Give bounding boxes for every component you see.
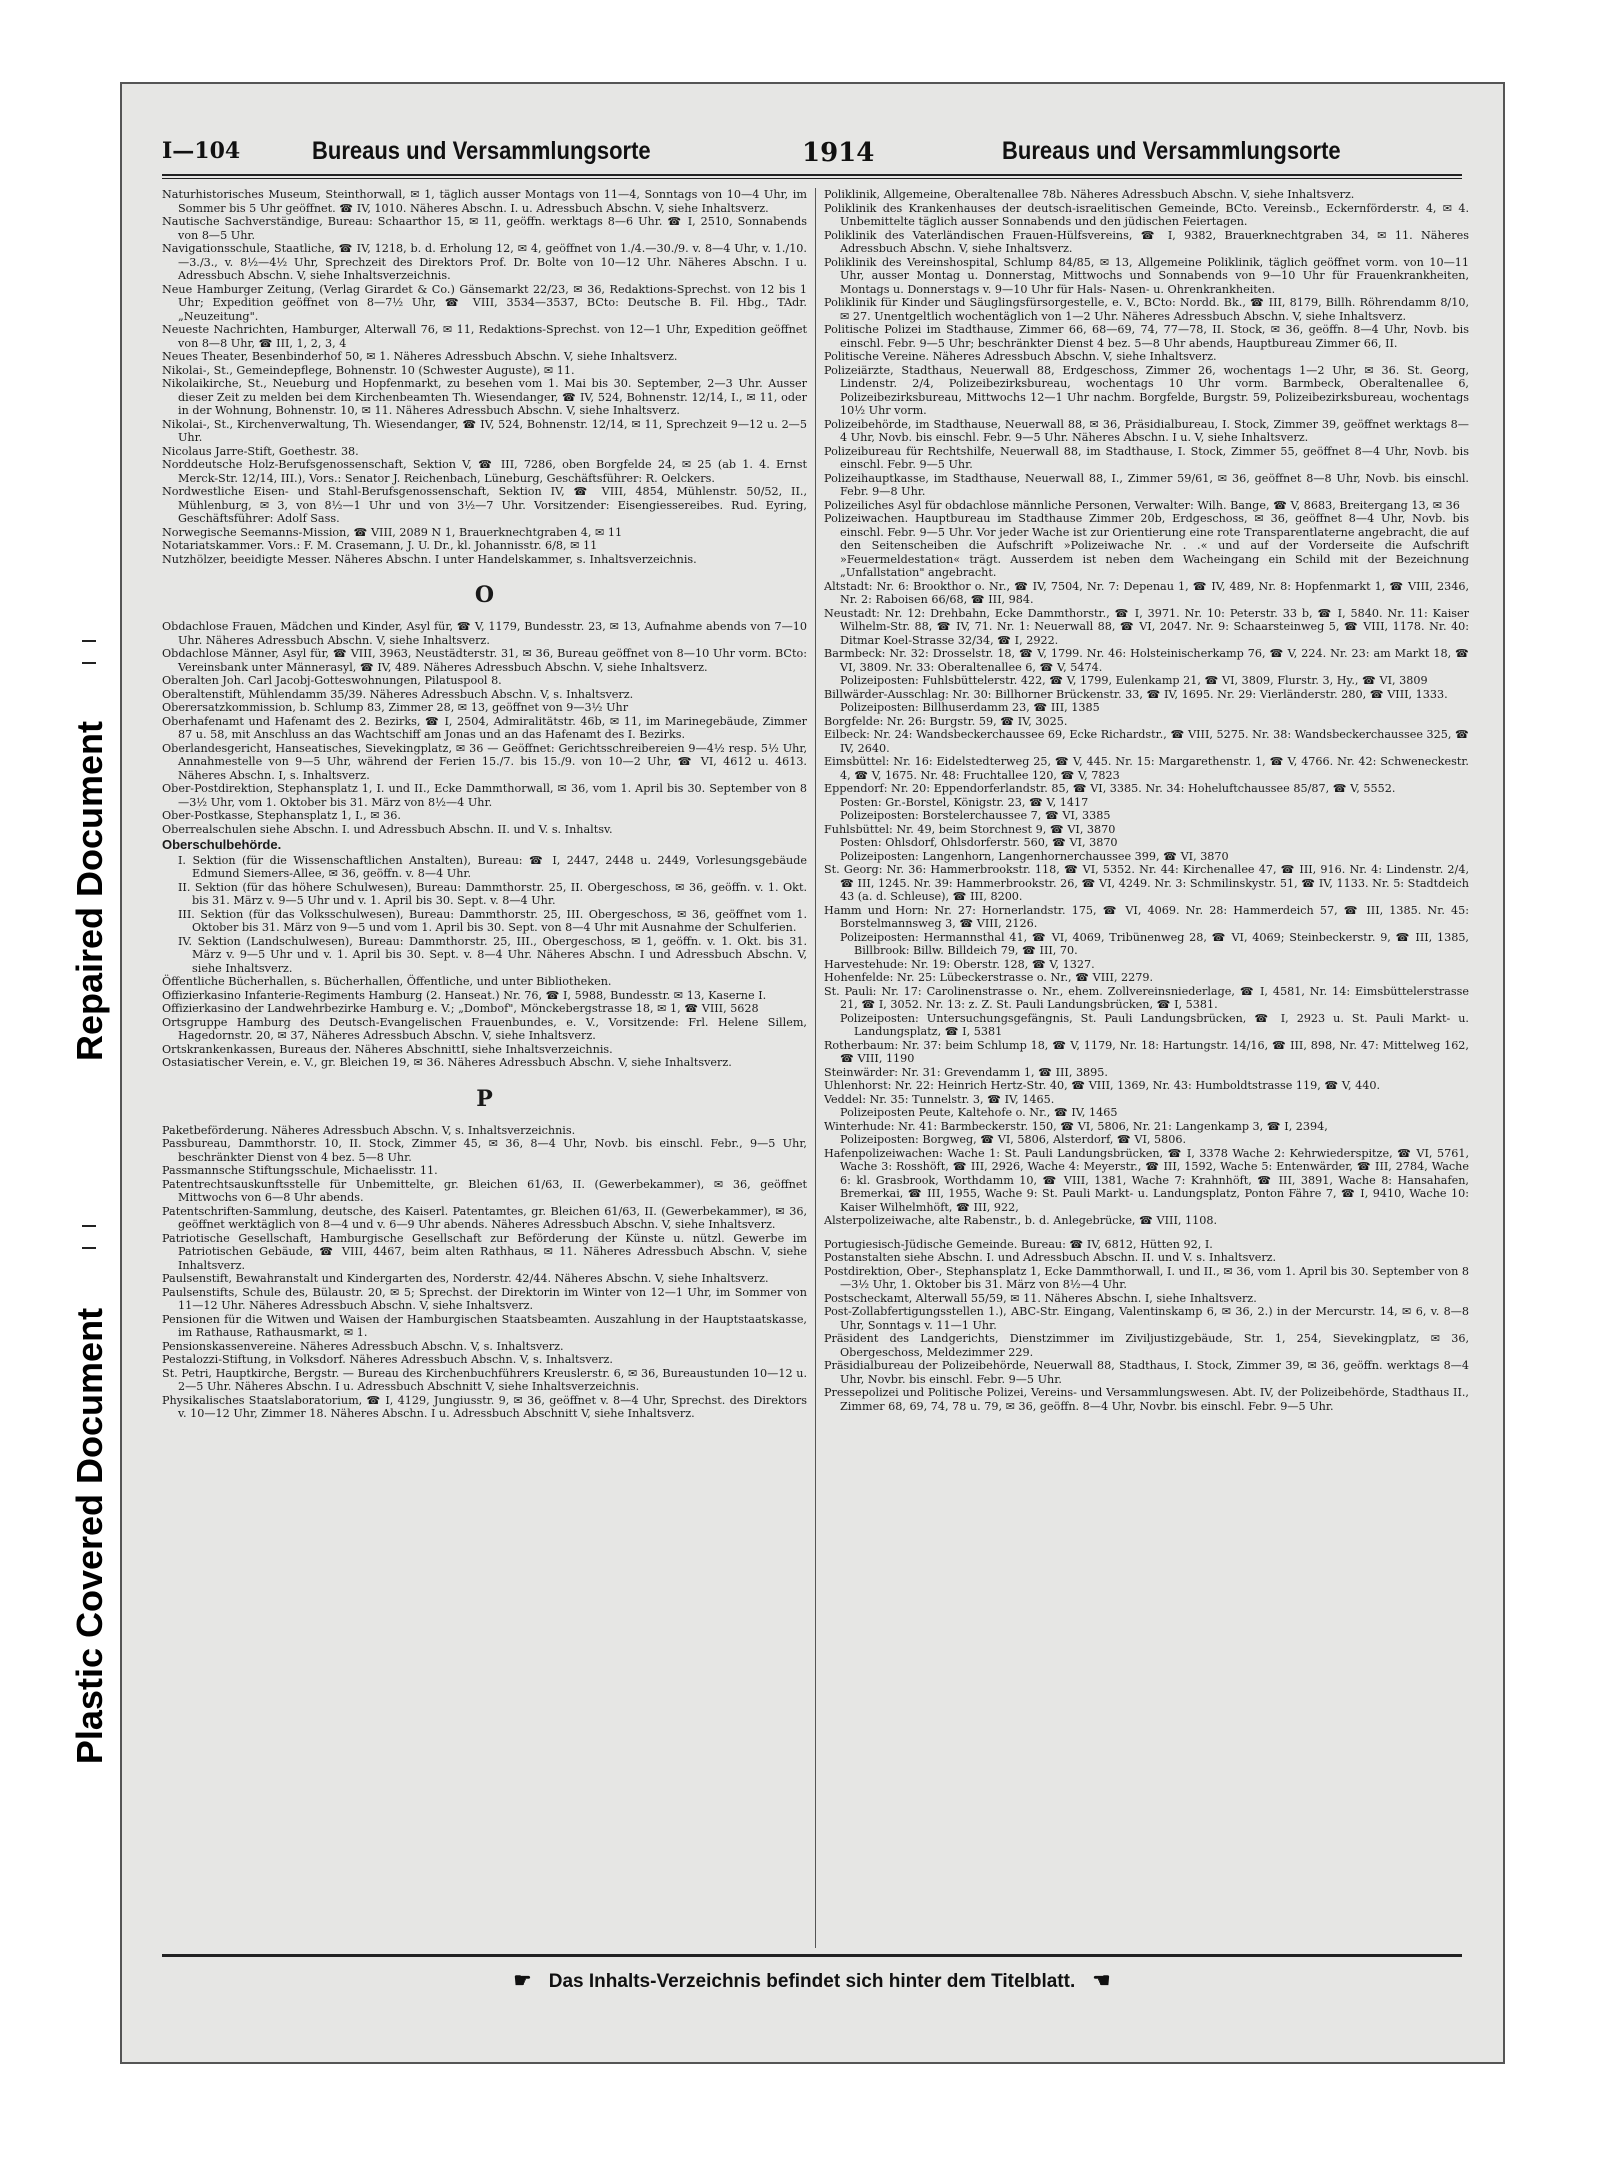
- scanned-page: [120, 82, 1505, 2064]
- directory-entry: Polizeiwachen. Hauptbureau im Stadthause Zimmer 20b, Erdgeschoss, ✉ 36, geöffnet 8—4 Uhr, Novb. bis einschl. Febr. 9—5 Uhr. Vor jeder Wache ist zur Orientierung eine rote Transparentlaterne angebracht, die auf den Seitenscheiben die Aufschrift »Polizeiwache Nr. . .« und auf der Vorderseite die Aufschrift »Feuermeldestation« trägt. Ausserdem ist neben dem Wacheingang ein Schild mit der Bezeichnung „Unfallstation" angebracht.: [824, 512, 1469, 579]
- directory-entry: Offizierkasino der Landwehrbezirke Hamburg e. V.; „Dombof", Mönckebergstrasse 18, ✉ 1, ☎ VIII, 5628: [162, 1002, 759, 1015]
- directory-entry: Poliklinik des Vaterländischen Frauen-Hülfsvereins, ☎ I, 9382, Brauerknechtgraben 34, ✉ 11. Näheres Adressbuch Abschn. V, siehe Inhaltsverz.: [824, 228, 1469, 255]
- directory-entry: Norddeutsche Holz-Berufsgenossenschaft, Sektion V, ☎ III, 7286, oben Borgfelde 24, ✉ 25 (ab 1. 4. Ernst Merck-Str. 12/14, III.), Vors.: Senator J. Reichenbach, Lüneburg, Geschäftsführer: R. Oelckers.: [162, 458, 807, 485]
- directory-entry: Neueste Nachrichten, Hamburger, Alterwall 76, ✉ 11, Redaktions-Sprechst. von 12—1 Uhr, Expedition geöffnet von 8—8 Uhr, ☎ III, 1, 2, 3, 4: [162, 323, 807, 350]
- directory-subentry: II. Sektion (für das höhere Schulwesen), Bureau: Dammthorstr. 25, II. Obergeschoss, ✉ 36, geöffn. v. 1. Okt. bis 31. März v. 9—5 Uhr und v. 1. April bis 30. Sept. v. 8—4 Uhr.: [178, 880, 807, 907]
- directory-entry: Offizierkasino Infanterie-Regiments Hamburg (2. Hanseat.) Nr. 76, ☎ I, 5988, Bundesstr. ✉ 13, Kaserne I.: [162, 988, 767, 1002]
- directory-subentry: Polizeiposten: Fuhlsbüttelerstr. 422, ☎ V, 1799, Eulenkamp 21, ☎ VI, 3809, Flurstr. 3, Hy., ☎ VI, 3809: [840, 674, 1428, 687]
- header-rule: [162, 174, 1462, 176]
- directory-entry: Ortsgruppe Hamburg des Deutsch-Evangelischen Frauenbundes, e. V., Vorsitzende: Frl. Helene Sillem, Hagedornstr. 20, ✉ 37, Näheres Adressbuch Abschn. V, siehe Inhaltsverz.: [162, 1015, 807, 1042]
- directory-entry: Post-Zollabfertigungsstellen 1.), ABC-Str. Eingang, Valentinskamp 6, ✉ 36, 2.) in der Mercurstr. 14, ✉ 6, v. 8—8 Uhr, Sonntags v. 11—1 Uhr.: [824, 1305, 1469, 1332]
- header-rule: [162, 178, 1462, 179]
- directory-entry: Oberhafenamt und Hafenamt des 2. Bezirks, ☎ I, 2504, Admiralitätstr. 46b, ✉ 11, im Marinegebäude, Zimmer 87 u. 58, mit Anschluss an das Wachtschiff am Jonas und an das Hafenamt des I. Bezirks.: [162, 714, 807, 741]
- directory-entry: Passbureau, Dammthorstr. 10, II. Stock, Zimmer 45, ✉ 36, 8—4 Uhr, Novb. bis einschl. Febr., 9—5 Uhr, beschränkter Dienst von 4 bez. 5—8 Uhr.: [162, 1137, 807, 1164]
- directory-entry: Obdachlose Frauen, Mädchen und Kinder, Asyl für, ☎ V, 1179, Bundesstr. 23, ✉ 13, Aufnahme abends von 7—10 Uhr. Näheres Adressbuch Abschn. V, siehe Inhaltsverz.: [162, 620, 807, 647]
- directory-subentry: Polizeiposten: Hermannsthal 41, ☎ VI, 4069, Tribünenweg 28, ☎ VI, 4069; Steinbeckerstr. 9, ☎ III, 1385, Billbrook: Billw. Billdeich 79, ☎ III, 70.: [840, 930, 1469, 957]
- page-header: [162, 132, 1462, 176]
- page-number: I—104: [162, 138, 241, 164]
- directory-entry: Oberaltenstift, Mühlendamm 35/39. Näheres Adressbuch Abschn. V, s. Inhaltsverz.: [162, 687, 634, 701]
- directory-entry: Oberlandesgericht, Hanseatisches, Sievekingplatz, ✉ 36 — Geöffnet: Gerichtsschreibereien 9—4½ resp. 5½ Uhr, Annahmestelle von 9—5 Uhr, während der Ferien 15./7. bis 15./9. von 10—2 Uhr, ☎ VI, 4612 u. 4613. Näheres Abschn. I, s. Inhaltsverz.: [162, 741, 807, 782]
- directory-entry: Nicolaus Jarre-Stift, Goethestr. 38.: [162, 444, 359, 458]
- directory-entry: Ostasiatischer Verein, e. V., gr. Bleichen 19, ✉ 36. Näheres Adressbuch Abschn. V, siehe Inhaltsverz.: [162, 1056, 732, 1069]
- directory-entry: Navigationsschule, Staatliche, ☎ IV, 1218, b. d. Erholung 12, ✉ 4, geöffnet von 1./4.—30./9. v. 8—4 Uhr, v. 1./10.—3./3., v. 8½—4½ Uhr, Sprechzeit des Direktors Prof. Dr. Bolte von 10—12 Uhr. Näheres Abschn. I u. Adressbuch Abschn. V, siehe Inhaltsverzeichnis.: [162, 242, 807, 282]
- directory-entry: Polizeibehörde, im Stadthause, Neuerwall 88, ✉ 36, Präsidialbureau, I. Stock, Zimmer 39, geöffnet werktags 8—4 Uhr, Novb. bis einschl. Febr. 9—5 Uhr. Näheres Abschn. I u. V, siehe Inhaltsverz.: [824, 417, 1469, 444]
- footer-note: [162, 1968, 1462, 1993]
- directory-entry: Präsidialbureau der Polizeibehörde, Neuerwall 88, Stadthaus, I. Stock, Zimmer 39, ✉ 36, geöffn. werktags 8—4 Uhr, Novbr. bis einschl. Febr. 9—5 Uhr.: [824, 1359, 1469, 1386]
- right-column: [824, 188, 1469, 1943]
- left-column: [162, 188, 807, 1943]
- directory-entry: Patentschriften-Sammlung, deutsche, des Kaiserl. Patentamtes, gr. Bleichen 61/63, II. (Gewerbekammer), ✉ 36, geöffnet werktäglich von 8—4 und v. 6—9 Uhr abends. Näheres Adressbuch Abschn. V, siehe Inhaltsverz.: [162, 1204, 807, 1231]
- directory-entry: Rotherbaum: Nr. 37: beim Schlump 18, ☎ V, 1179, Nr. 18: Hartungstr. 14/16, ☎ III, 898, Nr. 47: Mittelweg 162, ☎ VIII, 1190: [824, 1038, 1469, 1065]
- directory-entry: Poliklinik, Allgemeine, Oberaltenallee 78b. Näheres Adressbuch Abschn. V, siehe Inhaltsverz.: [824, 188, 1355, 201]
- directory-entry: St. Georg: Nr. 36: Hammerbrookstr. 118, ☎ VI, 5352. Nr. 44: Kirchenallee 47, ☎ III, 916. Nr. 4: Lindenstr. 2/4, ☎ III, 1245. Nr. 39: Hammerbrookstr. 26, ☎ VI, 4249. Nr. 3: Schmilinskystr. 51, ☎ IV, 1133. Nr. 5: Stadtdeich 43 (a. d. Schleuse), ☎ III, 8200.: [824, 863, 1469, 903]
- directory-entry: Billwärder-Ausschlag: Nr. 30: Billhorner Brückenstr. 33, ☎ IV, 1695. Nr. 29: Vierländerstr. 280, ☎ VIII, 1333.: [824, 687, 1448, 701]
- directory-entry: Postdirektion, Ober-, Stephansplatz 1, Ecke Dammthorwall, I. und II., ✉ 36, vom 1. April bis 30. September von 8—3½ Uhr, 1. Oktober bis 31. März von 8½—4 Uhr.: [824, 1264, 1469, 1291]
- directory-subentry: Polizeiposten: Billhuserdamm 23, ☎ III, 1385: [840, 701, 1100, 714]
- directory-entry: Portugiesisch-Jüdische Gemeinde. Bureau: ☎ IV, 6812, Hütten 92, I.: [824, 1237, 1213, 1251]
- directory-entry: Fuhlsbüttel: Nr. 49, beim Storchnest 9, ☎ VI, 3870: [824, 822, 1116, 836]
- directory-entry: Uhlenhorst: Nr. 22: Heinrich Hertz-Str. 40, ☎ VIII, 1369, Nr. 43: Humboldtstrasse 119, ☎ V, 440.: [824, 1079, 1381, 1092]
- directory-entry: St. Pauli: Nr. 17: Carolinenstrasse o. Nr., ehem. Zollvereinsniederlage, ☎ I, 4581, Nr. 14: Eimsbüttelerstrasse 21, ☎ I, 3052. Nr. 13: z. Z. St. Pauli Landungsbrücken, ☎ I, 5381.: [824, 984, 1469, 1011]
- directory-entry: Postscheckamt, Alterwall 55/59, ✉ 11. Näheres Abschn. I, siehe Inhaltsverz.: [824, 1291, 1257, 1305]
- pointing-hand-icon: ☛: [513, 1970, 532, 1992]
- directory-entry: Polizeiärzte, Stadthaus, Neuerwall 88, Erdgeschoss, Zimmer 26, wochentags 1—2 Uhr, ✉ 36. St. Georg, Lindenstr. 2/4, Polizeibezirksbureau, wochentags 10 Uhr vorm. Barmbeck, Oberaltenallee 6, Polizeibezirksbureau, Mittwochs 12—1 Uhr nachm. Borgfelde, Burgstr. 59, Polizeibezirksbureau, wochentags 10½ Uhr vorm.: [824, 363, 1469, 417]
- directory-entry: Patriotische Gesellschaft, Hamburgische Gesellschaft zur Beförderung der Künste u. nützl. Gewerbe im Patriotischen Gebäude, ☎ VIII, 4467, beim alten Rathhaus, ✉ 11. Näheres Adressbuch Abschn. V, siehe Inhaltsverz.: [162, 1231, 807, 1272]
- footer-text: Das Inhalts-Verzeichnis befindet sich hinter dem Titelblatt.: [548, 1971, 1076, 1992]
- directory-entry: Ortskrankenkassen, Bureaus der. Näheres AbschnittI, siehe Inhaltsverzeichnis.: [162, 1042, 613, 1056]
- right-running-title: Bureaus und Versammlungsorte: [1002, 136, 1341, 165]
- directory-entry: Naturhistorisches Museum, Steinthorwall, ✉ 1, täglich ausser Montags von 11—4, Sonntags von 10—4 Uhr, im Sommer bis 5 Uhr geöffnet. ☎ IV, 1010. Näheres Abschn. I. u. Adressbuch Abschn. V, siehe Inhaltsverz.: [162, 188, 807, 215]
- directory-entry: Physikalisches Staatslaboratorium, ☎ I, 4129, Jungiusstr. 9, ✉ 36, geöffnet v. 8—4 Uhr, Sprechst. des Direktors v. 10—12 Uhr, Zimmer 18. Näheres Abschn. I u. Adressbuch Abschnitt V, siehe Inhaltsverz.: [162, 1393, 807, 1420]
- directory-entry: Präsident des Landgerichts, Dienstzimmer im Ziviljustizgebäude, Str. 1, 254, Sievekingplatz, ✉ 36, Obergeschoss, Meldezimmer 229.: [824, 1332, 1469, 1359]
- directory-entry: Öffentliche Bücherhallen, s. Bücherhallen, Öffentliche, und unter Bibliotheken.: [162, 975, 612, 988]
- directory-entry: Oberrealschulen siehe Abschn. I. und Adressbuch Abschn. II. und V. s. Inhaltsv.: [162, 822, 613, 836]
- directory-entry: Eppendorf: Nr. 20: Eppendorferlandstr. 85, ☎ VI, 3385. Nr. 34: Hoheluftchaussee 85/87, ☎ V, 5552.: [824, 782, 1396, 795]
- divider-dash: [82, 640, 96, 642]
- directory-entry: Oberalten Joh. Carl Jacobj-Gotteswohnungen, Pilatuspool 8.: [162, 674, 502, 687]
- directory-subentry: III. Sektion (für das Volksschulwesen), Bureau: Dammthorstr. 25, III. Obergeschoss, ✉ 36, geöffnet vom 1. Oktober bis 31. März von 9—5 und vom 1. April bis 30. Sept. von 8—4 Uhr mit Ausnahme der Schulferien.: [178, 907, 807, 934]
- column-divider: [815, 188, 816, 1948]
- directory-entry: Patentrechtsauskunftsstelle für Unbemittelte, gr. Bleichen 61/63, II. (Gewerbekammer), ✉ 36, geöffnet Mittwochs von 6—8 Uhr abends.: [162, 1177, 807, 1204]
- directory-entry: Poliklinik für Kinder und Säuglingsfürsorgestelle, e. V., BCto: Nordd. Bk., ☎ III, 8179, Billh. Röhrendamm 8/10, ✉ 27. Unentgeltlich wochentäglich von 1—2 Uhr. Näheres Adressbuch Abschn. V, siehe Inhaltsverz.: [824, 296, 1469, 323]
- directory-entry: Ober-Postkasse, Stephansplatz 1, I., ✉ 36.: [162, 809, 401, 822]
- directory-entry: Hohenfelde: Nr. 25: Lübeckerstrasse o. Nr., ☎ VIII, 2279.: [824, 971, 1154, 984]
- directory-entry: Nikolai-, St., Gemeindepflege, Bohnenstr. 10 (Schwester Auguste), ✉ 11.: [162, 363, 575, 377]
- directory-entry: Poliklinik des Vereinshospital, Schlump 84/85, ✉ 13, Allgemeine Poliklinik, täglich geöffnet vorm. von 10—11 Uhr, ausser Montag u. Donnerstag, Mittwochs und Sonnabends von 9—10 Uhr für Frauenkrankheiten, Montags u. Donnerstags v. 9—10 Uhr für Hals- Nasen- u. Ohrenkrankheiten.: [824, 255, 1469, 296]
- divider-dash: [82, 662, 96, 664]
- directory-entry: Pestalozzi-Stiftung, in Volksdorf. Näheres Adressbuch Abschn. V, s. Inhaltsverz.: [162, 1353, 613, 1366]
- directory-entry: Harvestehude: Nr. 19: Oberstr. 128, ☎ V, 1327.: [824, 957, 1095, 971]
- directory-entry: Poliklinik des Krankenhauses der deutsch-israelitischen Gemeinde, BCto. Vereinsb., Eckernförderstr. 4, ✉ 4. Unbemittelte täglich ausser Sonnabends und den jüdischen Feiertagen.: [824, 201, 1469, 228]
- directory-subentry: Posten: Gr.-Borstel, Königstr. 23, ☎ V, 1417: [840, 795, 1089, 809]
- divider-dash: [82, 1225, 96, 1227]
- directory-entry: Pensionskassenvereine. Näheres Adressbuch Abschn. V, s. Inhaltsverz.: [162, 1339, 564, 1353]
- directory-entry: Eilbeck: Nr. 24: Wandsbeckerchaussee 69, Ecke Richardstr., ☎ VIII, 5275. Nr. 38: Wandsbeckerchaussee 325, ☎ IV, 2640.: [824, 728, 1469, 755]
- directory-subentry: IV. Sektion (Landschulwesen), Bureau: Dammthorstr. 25, III., Obergeschoss, ✉ 1, geöffn. v. 1. Okt. bis 31. März v. 9—5 Uhr und v. 1. April bis 30. Sept. v. 8—4 Uhr. Näheres Abschn. I und Adressbuch Abschn. V, siehe Inhaltsverz.: [178, 934, 807, 975]
- directory-entry: Winterhude: Nr. 41: Barmbeckerstr. 150, ☎ VI, 5806, Nr. 21: Langenkamp 3, ☎ I, 2394,: [824, 1119, 1328, 1133]
- directory-entry: Neustadt: Nr. 12: Drehbahn, Ecke Dammthorstr., ☎ I, 3971. Nr. 10: Peterstr. 33 b, ☎ I, 5840. Nr. 11: Kaiser Wilhelm-Str. 88, ☎ IV, 71. Nr. 1: Neuerwall 88, ☎ VI, 2047. Nr. 9: Schaarsteinweg 5, ☎ VIII, 1178. Nr. 40: Ditmar Koel-Strasse 32/34, ☎ I, 2922.: [824, 606, 1469, 647]
- directory-subentry: I. Sektion (für die Wissenschaftlichen Anstalten), Bureau: ☎ I, 2447, 2448 u. 2449, Vorlesungsgebäude Edmund Siemers-Allee, ✉ 36, geöffn. v. 8—4 Uhr.: [178, 853, 807, 880]
- directory-entry: Passmannsche Stiftungsschule, Michaelisstr. 11.: [162, 1164, 438, 1177]
- directory-entry: Nutzhölzer, beeidigte Messer. Näheres Abschn. I unter Handelskammer, s. Inhaltsverzeichnis.: [162, 552, 697, 566]
- directory-entry: Alsterpolizeiwache, alte Rabenstr., b. d. Anlegebrücke, ☎ VIII, 1108.: [824, 1214, 1218, 1227]
- directory-entry: Nikolaikirche, St., Neueburg und Hopfenmarkt, zu besehen vom 1. Mai bis 30. September, 2—3 Uhr. Ausser dieser Zeit zu melden bei dem Kirchenbeamten Th. Wiesendanger, ☎ IV, 524, Bohnenstr. 12/14, I., ✉ 11, oder in der Wohnung, Bohnenstr. 10, ✉ 11. Näheres Adressbuch Abschn. V, siehe Inhaltsverz.: [162, 377, 807, 417]
- directory-entry: Norwegische Seemanns-Mission, ☎ VIII, 2089 N 1, Brauerknechtgraben 4, ✉ 11: [162, 525, 623, 539]
- directory-entry: Oberersatzkommission, b. Schlump 83, Zimmer 28, ✉ 13, geöffnet von 9—3½ Uhr: [162, 701, 629, 714]
- directory-subentry: Polizeiposten: Langenhorn, Langenhornerchaussee 399, ☎ VI, 3870: [840, 849, 1229, 863]
- directory-entry: Polizeiliches Asyl für obdachlose männliche Personen, Verwalter: Wilh. Bange, ☎ V, 8683, Breitergang 13, ✉ 36: [824, 498, 1460, 512]
- directory-entry: Neue Hamburger Zeitung, (Verlag Girardet & Co.) Gänsemarkt 22/23, ✉ 36, Redaktions-Sprechst. von 12 bis 1 Uhr; Expedition geöffnet von 8—7½ Uhr, ☎ VIII, 3534—3537, BCto: Deutsche B. Fil. Hbg., TAdr. „Neuzeitung".: [162, 282, 807, 323]
- directory-entry: Postanstalten siehe Abschn. I. und Adressbuch Abschn. II. und V. s. Inhaltsverz.: [824, 1251, 1277, 1264]
- directory-entry: Pensionen für die Witwen und Waisen der Hamburgischen Staatsbeamten. Auszahlung in der Hauptstaatskasse, im Rathause, Rathausmarkt, ✉ 1.: [162, 1312, 807, 1339]
- page-content: [162, 132, 1469, 2047]
- directory-entry: Veddel: Nr. 35: Tunnelstr. 3, ☎ IV, 1465.: [824, 1092, 1055, 1106]
- directory-entry: Politische Polizei im Stadthause, Zimmer 66, 68—69, 74, 77—78, II. Stock, ✉ 36, geöffn. 8—4 Uhr, Novb. bis einschl. Febr. 9—5 Uhr; beschränkter Dienst 4 bez. 5—8 Uhr abends, Hauptbureau Zimmer 66, II.: [824, 323, 1469, 350]
- directory-entry: Nautische Sachverständige, Bureau: Schaarthor 15, ✉ 11, geöffn. werktags 8—6 Uhr. ☎ I, 2510, Sonnabends von 8—5 Uhr.: [162, 215, 807, 242]
- directory-subentry: Polizeiposten: Untersuchungsgefängnis, St. Pauli Landungsbrücken, ☎ I, 2923 u. St. Pauli Markt- u. Landungsplatz, ☎ I, 5381: [840, 1011, 1469, 1038]
- directory-entry: St. Petri, Hauptkirche, Bergstr. — Bureau des Kirchenbuchführers Kreuslerstr. 6, ✉ 36, Bureaustunden 10—12 u. 2—5 Uhr. Näheres Abschn. I u. Adressbuch Abschnitt V, siehe Inhaltsverzeichnis.: [162, 1366, 807, 1393]
- directory-entry: Politische Vereine. Näheres Adressbuch Abschn. V, siehe Inhaltsverz.: [824, 350, 1217, 363]
- directory-subentry: Polizeiposten: Borstelerchaussee 7, ☎ VI, 3385: [840, 809, 1111, 822]
- directory-entry: Polizeihauptkasse, im Stadthause, Neuerwall 88, I., Zimmer 59/61, ✉ 36, geöffnet 8—8 Uhr, Novb. bis einschl. Febr. 9—8 Uhr.: [824, 471, 1469, 498]
- directory-entry: Paulsenstifts, Schule des, Bülaustr. 20, ✉ 5; Sprechst. der Direktorin im Winter von 12—1 Uhr, im Sommer von 11—12 Uhr. Näheres Adressbuch Abschn. V, siehe Inhaltsverz.: [162, 1285, 807, 1312]
- section-letter: O: [474, 582, 495, 608]
- spacer: [824, 1228, 1469, 1238]
- directory-entry: Nordwestliche Eisen- und Stahl-Berufsgenossenschaft, Sektion IV, ☎ VIII, 4854, Mühlenstr. 50/52, II., Mühlenburg, ✉ 3, von 8½—1 Uhr und von 3½—7 Uhr. Vorsitzender: Eisengiessereibes. Rud. Eyring, Geschäftsführer: Adolf Sass.: [162, 485, 807, 525]
- directory-entry: Barmbeck: Nr. 32: Drosselstr. 18, ☎ V, 1799. Nr. 46: Holsteinischerkamp 76, ☎ V, 224. Nr. 23: am Markt 18, ☎ VI, 3809. Nr. 33: Oberaltenallee 6, ☎ V, 5474.: [824, 647, 1469, 674]
- footer-rule: [162, 1954, 1462, 1957]
- directory-entry: Pressepolizei und Politische Polizei, Vereins- und Versammlungswesen. Abt. IV, der Polizeibehörde, Stadthaus II., Zimmer 68, 69, 74, 78 u. 79, ✉ 36, geöffn. 8—4 Uhr, Novbr. bis einschl. Febr. 9—5 Uhr.: [824, 1386, 1469, 1413]
- left-running-title: Bureaus und Versammlungsorte: [312, 136, 651, 165]
- pointing-hand-icon: ☚: [1092, 1970, 1111, 1992]
- directory-entry: Notariatskammer. Vors.: F. M. Crasemann, J. U. Dr., kl. Johannisstr. 6/8, ✉ 11: [162, 539, 598, 552]
- directory-subentry: Polizeiposten Peute, Kaltehofe o. Nr., ☎ IV, 1465: [840, 1106, 1118, 1119]
- directory-entry: Hafenpolizeiwachen: Wache 1: St. Pauli Landungsbrücken, ☎ I, 3378 Wache 2: Kehrwiederspitze, ☎ VI, 5761, Wache 3: Rosshöft, ☎ III, 2926, Wache 4: Meyerstr., ☎ III, 1592, Wache 5: Entenwärder, ☎ III, 2784, Wache 6: kl. Grasbrook, Worthdamm 10, ☎ VIII, 1381, Wache 7: Krahnhöft, ☎ III, 3891, Wache 8: Hansahafen, Bremerkai, ☎ III, 1955, Wache 9: St. Pauli Markt- u. Landungsplatz, Ponton Fähre 7, ☎ I, 9410, Wache 10: Kaiser Wilhelmhöft, ☎ III, 922,: [824, 1146, 1469, 1214]
- directory-subentry: Posten: Ohlsdorf, Ohlsdorferstr. 560, ☎ VI, 3870: [840, 836, 1118, 849]
- directory-entry: Paulsenstift, Bewahranstalt und Kindergarten des, Norderstr. 42/44. Näheres Abschn. V, siehe Inhaltsverz.: [162, 1272, 769, 1285]
- directory-entry: Paketbeförderung. Näheres Adressbuch Abschn. V, s. Inhaltsverzeichnis.: [162, 1123, 576, 1137]
- directory-entry: Altstadt: Nr. 6: Brookthor o. Nr., ☎ IV, 7504, Nr. 7: Depenau 1, ☎ IV, 489, Nr. 8: Hopfenmarkt 1, ☎ VIII, 2346, Nr. 2: Raboisen 66/68, ☎ III, 984.: [824, 579, 1469, 606]
- repaired-document-label: Repaired Document: [69, 720, 110, 1062]
- directory-entry: Steinwärder: Nr. 31: Grevendamm 1, ☎ III, 3895.: [824, 1065, 1108, 1079]
- directory-entry: Borgfelde: Nr. 26: Burgstr. 59, ☎ IV, 3025.: [824, 714, 1068, 728]
- section-letter: P: [476, 1085, 493, 1112]
- directory-entry: Ober-Postdirektion, Stephansplatz 1, I. und II., Ecke Dammthorwall, ✉ 36, vom 1. April bis 30. September von 8—3½ Uhr, vom 1. Oktober bis 31. März von 8½—4 Uhr.: [162, 782, 807, 809]
- directory-entry: Nikolai-, St., Kirchenverwaltung, Th. Wiesendanger, ☎ IV, 524, Bohnenstr. 12/14, ✉ 11, Sprechzeit 9—12 u. 2—5 Uhr.: [162, 417, 807, 444]
- year: 1914: [802, 138, 875, 168]
- section-subheading: Oberschulbehörde.: [162, 837, 282, 852]
- directory-subentry: Polizeiposten: Borgweg, ☎ VI, 5806, Alsterdorf, ☎ VI, 5806.: [840, 1133, 1187, 1146]
- directory-entry: Hamm und Horn: Nr. 27: Hornerlandstr. 175, ☎ VI, 4069. Nr. 28: Hammerdeich 57, ☎ III, 1385. Nr. 45: Borstelmannsweg 3, ☎ VIII, 2126.: [824, 903, 1469, 930]
- plastic-covered-document-label: Plastic Covered Document: [69, 1307, 110, 1765]
- directory-entry: Eimsbüttel: Nr. 16: Eidelstedterweg 25, ☎ V, 445. Nr. 15: Margarethenstr. 1, ☎ V, 4766. Nr. 42: Schweneckestr. 4, ☎ V, 1675. Nr. 48: Fruchtallee 120, ☎ V, 7823: [824, 755, 1469, 782]
- directory-entry: Polizeibureau für Rechtshilfe, Neuerwall 88, im Stadthause, I. Stock, Zimmer 55, geöffnet 8—4 Uhr, Novb. bis einschl. Febr. 9—5 Uhr.: [824, 444, 1469, 471]
- directory-entry: Obdachlose Männer, Asyl für, ☎ VIII, 3963, Neustädterstr. 31, ✉ 36, Bureau geöffnet von 8—10 Uhr vorm. BCto: Vereinsbank unter Männerasyl, ☎ IV, 489. Näheres Adressbuch Abschn. V, siehe Inhaltsverz.: [162, 647, 807, 674]
- directory-entry: Neues Theater, Besenbinderhof 50, ✉ 1. Näheres Adressbuch Abschn. V, siehe Inhaltsverz.: [162, 350, 678, 363]
